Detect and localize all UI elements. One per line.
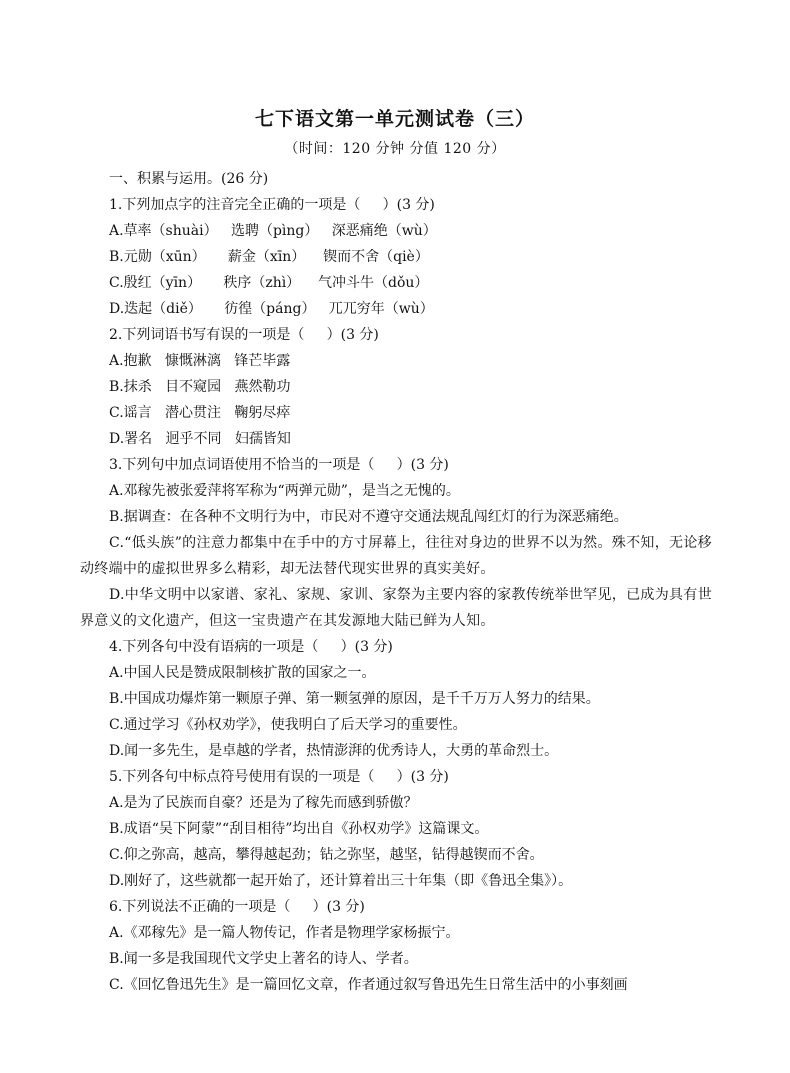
section-heading: 一、积累与运用。(26 分) [109, 171, 269, 187]
question-1-option-d: D.迭起（diě） 彷徨（páng） 兀兀穷年（wù） [109, 301, 434, 317]
page-title: 七下语文第一单元测试卷（三） [254, 108, 535, 130]
question-3-option-a: A.邓稼先被张爱萍将军称为“两弹元勋”，是当之无愧的。 [109, 483, 460, 499]
question-2-option-c: C.谣言 潜心贯注 鞠躬尽瘁 [109, 405, 291, 421]
question-4-option-c: C.通过学习《孙权劝学》，使我明白了后天学习的重要性。 [109, 717, 467, 733]
question-5-stem: 5.下列各句中标点符号使用有误的一项是（ ）(3 分) [109, 769, 449, 785]
question-4-option-d: D.闻一多先生，是卓越的学者，热情澎湃的优秀诗人，大勇的革命烈士。 [109, 743, 559, 759]
question-6-option-c: C.《回忆鲁迅先生》是一篇回忆文章，作者通过叙写鲁迅先生日常生活中的小事刻画 [109, 977, 628, 993]
question-5-option-d: D.刚好了，这些就都一起开始了，还计算着出三十年集（即《鲁迅全集》）。 [109, 873, 573, 889]
question-4-stem: 4.下列各句中没有语病的一项是（ ）(3 分) [109, 639, 393, 655]
question-2-option-a: A.抱歉 慷慨淋漓 锋芒毕露 [109, 353, 291, 369]
question-2-stem: 2.下列词语书写有误的一项是（ ）(3 分) [109, 327, 379, 343]
question-1-option-b: B.元勋（xūn） 薪金（xīn） 锲而不舍（qiè） [109, 249, 429, 265]
question-3-stem: 3.下列句中加点词语使用不恰当的一项是（ ）(3 分) [109, 457, 449, 473]
question-2-option-d: D.署名 迥乎不同 妇孺皆知 [109, 431, 291, 447]
exam-content [80, 166, 712, 998]
question-4-option-a: A.中国人民是赞成限制核扩散的国家之一。 [109, 665, 376, 681]
question-6-option-a: A.《邓稼先》是一篇人物传记，作者是物理学家杨振宁。 [109, 925, 460, 941]
question-3-option-d: D.中华文明中以家谱、家礼、家规、家训、家祭为主要内容的家教传统举世罕见，已成为具有世界意义的文化遗产，但这一宝贵遗产在其发源地大陆已鲜为人知。 [80, 587, 712, 629]
question-6-stem: 6.下列说法不正确的一项是（ ）(3 分) [109, 899, 365, 915]
exam-time-score: （时间：120 分钟 分值 120 分） [284, 141, 506, 157]
question-2-option-b: B.抹杀 目不窥园 燕然勒功 [109, 379, 291, 395]
question-5-option-a: A.是为了民族而自豪？还是为了稼先而感到骄傲？ [109, 795, 418, 811]
question-5-option-c: C.仰之弥高，越高，攀得越起劲；钻之弥坚，越坚，钻得越锲而不舍。 [109, 847, 544, 863]
question-1-option-a: A.草率（shuài） 选聘（pìng） 深恶痛绝（wù） [109, 223, 437, 239]
question-3-option-b: B.据调查：在各种不文明行为中，市民对不遵守交通法规乱闯红灯的行为深恶痛绝。 [109, 509, 628, 525]
question-5-option-b: B.成语“吴下阿蒙”“刮目相待”均出自《孙权劝学》这篇课文。 [109, 821, 489, 837]
question-6-option-b: B.闻一多是我国现代文学史上著名的诗人、学者。 [109, 951, 418, 967]
question-1-stem: 1.下列加点字的注音完全正确的一项是（ ）(3 分) [109, 197, 435, 213]
question-3-option-c: C.“低头族”的注意力都集中在手中的方寸屏幕上，往往对身边的世界不以为然。殊不知，无论移动终端中的虚拟世界多么精彩，却无法替代现实世界的真实美好。 [80, 535, 712, 577]
question-1-option-c: C.殷红（yīn） 秩序（zhì） 气冲斗牛（dǒu） [109, 275, 429, 291]
question-4-option-b: B.中国成功爆炸第一颗原子弹、第一颗氢弹的原因，是千千万万人努力的结果。 [109, 691, 600, 707]
